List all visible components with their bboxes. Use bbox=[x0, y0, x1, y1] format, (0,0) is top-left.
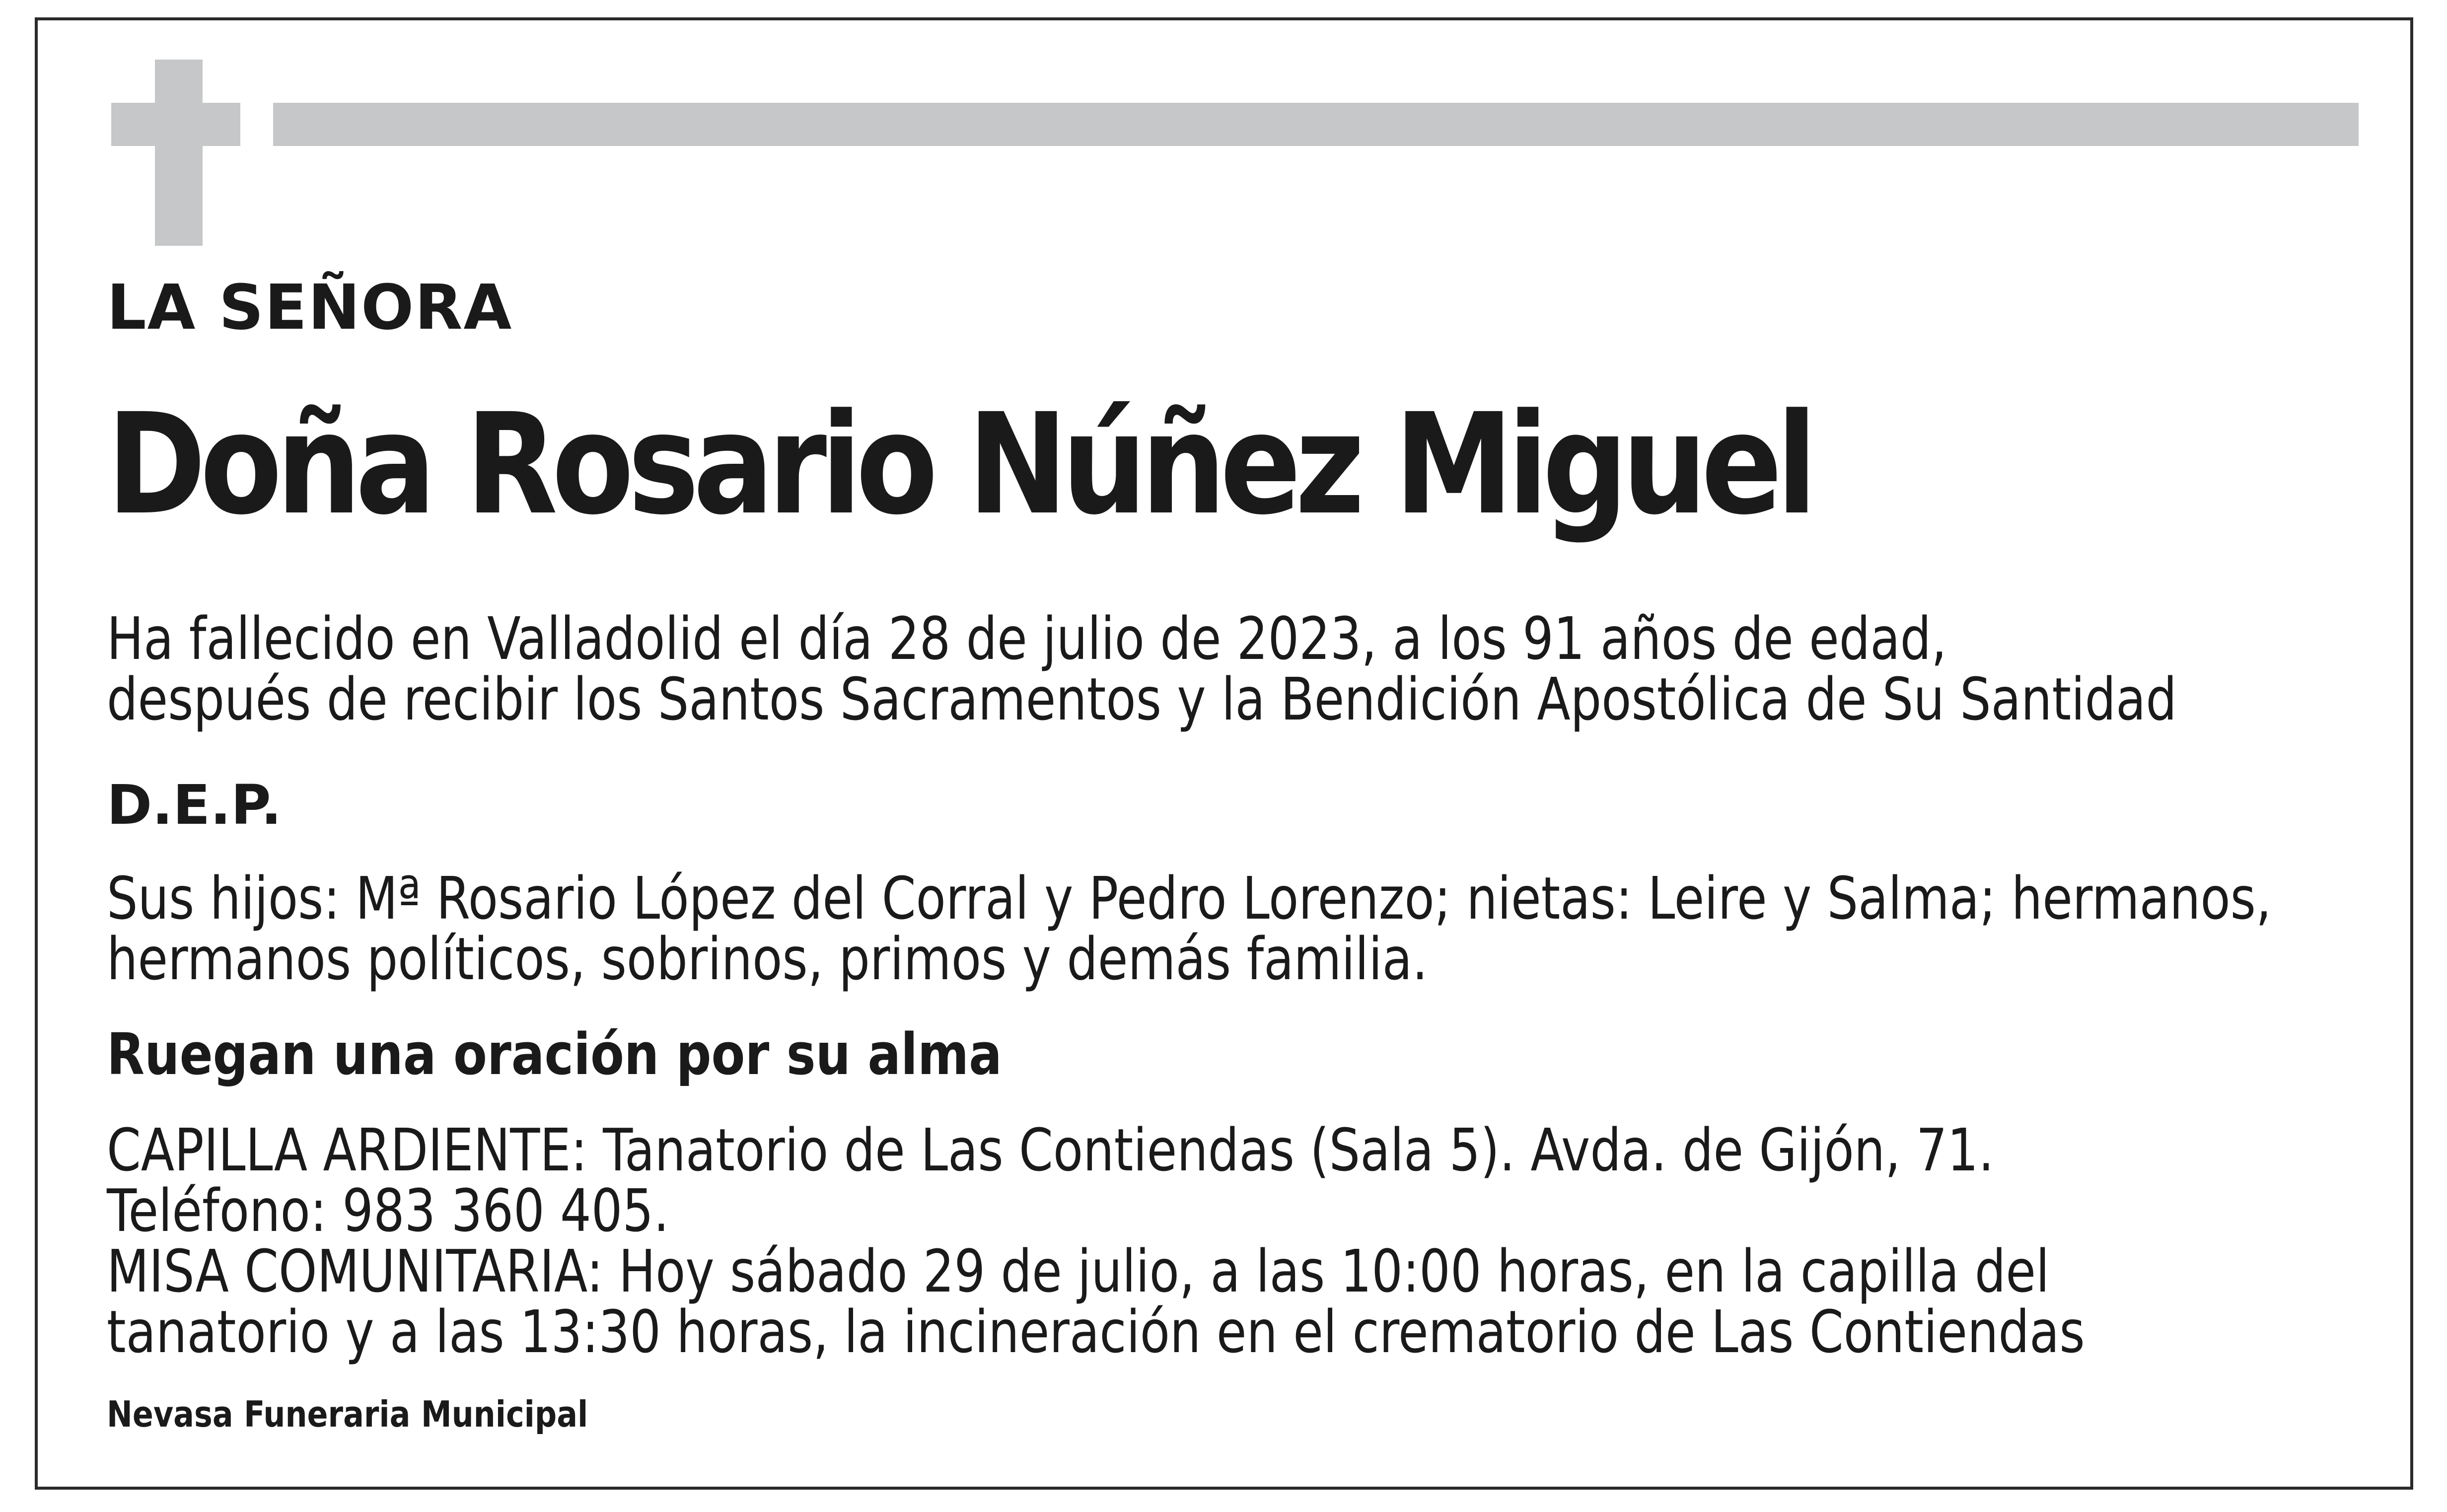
service-line: CAPILLA ARDIENTE: Tanatorio de Las Contiendas (Sala 5). Avda. de Gijón, 71. bbox=[107, 1116, 1994, 1184]
death-line: Ha fallecido en Valladolid el día 28 de julio de 2023, a los 91 años de edad, bbox=[107, 604, 1947, 673]
service-line: tanatorio y a las 13:30 horas, la incineración en el crematorio de Las Contiendas bbox=[107, 1297, 2085, 1366]
prayer-request: Ruegan una oración por su alma bbox=[107, 1021, 1002, 1088]
cross-icon-arm bbox=[111, 103, 240, 146]
header-rule bbox=[273, 103, 2359, 146]
family-paragraph bbox=[107, 864, 2272, 993]
service-paragraph bbox=[107, 1116, 2085, 1366]
service-line: MISA COMUNITARIA: Hoy sábado 29 de julio, a las 10:00 horas, en la capilla del bbox=[107, 1237, 2050, 1305]
deceased-name: Doña Rosario Núñez Miguel bbox=[107, 384, 1811, 546]
funeral-home: Nevasa Funeraria Municipal bbox=[107, 1393, 588, 1435]
family-line: Sus hijos: Mª Rosario López del Corral y Pedro Lorenzo; nietas: Leire y Salma; hermanos, bbox=[107, 864, 2272, 933]
cross-icon bbox=[155, 60, 203, 246]
notice-title: LA SEÑORA bbox=[107, 272, 513, 344]
dep-label: D.E.P. bbox=[107, 773, 282, 837]
death-line: después de recibir los Santos Sacramentos y la Bendición Apostólica de Su Santidad bbox=[107, 665, 2177, 733]
death-paragraph bbox=[107, 604, 2177, 733]
service-line: Teléfono: 983 360 405. bbox=[107, 1176, 669, 1245]
family-line: hermanos políticos, sobrinos, primos y demás familia. bbox=[107, 925, 1428, 993]
